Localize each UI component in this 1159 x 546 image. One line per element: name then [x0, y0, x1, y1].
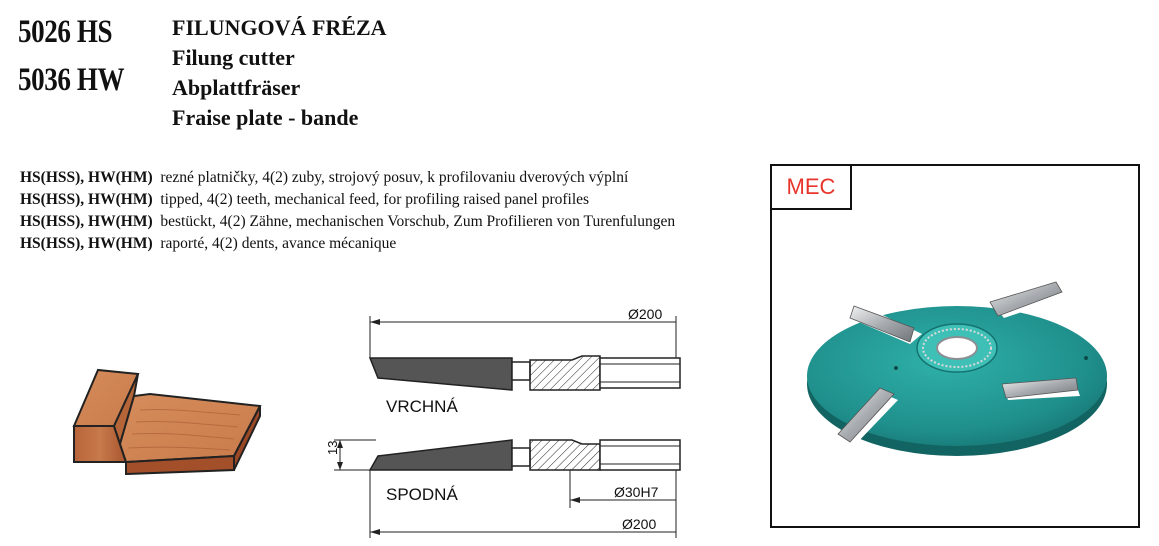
- description-label: HS(HSS), HW(HM): [20, 169, 153, 186]
- title-french: Fraise plate - bande: [172, 105, 359, 130]
- description-block: [20, 167, 740, 255]
- description-label: HS(HSS), HW(HM): [20, 191, 153, 208]
- product-photo-frame: [770, 164, 1140, 528]
- title-english: Filung cutter: [172, 45, 295, 70]
- description-line-sk: [20, 167, 740, 189]
- description-label: HS(HSS), HW(HM): [20, 235, 153, 252]
- description-line-en: [20, 189, 740, 211]
- cutter-photo: [794, 276, 1120, 476]
- label-top-profile: VRCHNÁ: [386, 397, 458, 416]
- description-line-de: [20, 211, 740, 233]
- description-line-fr: [20, 233, 740, 255]
- product-code-hw: 5036 HW: [18, 62, 125, 98]
- description-text: raporté, 4(2) dents, avance mécanique: [160, 235, 397, 252]
- dim-bore: Ø30H7: [614, 484, 659, 500]
- technical-drawing: [300, 300, 700, 540]
- description-text: bestückt, 4(2) Zähne, mechanischen Vorschub, Zum Profilieren von Turenfulungen: [160, 213, 676, 230]
- description-label: HS(HSS), HW(HM): [20, 213, 153, 230]
- dim-top-diameter: Ø200: [628, 306, 663, 322]
- description-text: tipped, 4(2) teeth, mechanical feed, for profiling raised panel profiles: [160, 191, 590, 208]
- dim-height: 13: [325, 440, 340, 455]
- dim-bottom-diameter: Ø200: [622, 516, 657, 532]
- product-code-hs: 5026 HS: [18, 14, 113, 50]
- description-text: rezné platničky, 4(2) zuby, strojový posuv, k profilovaniu dverových výplní: [160, 169, 629, 186]
- title-german: Abplattfräser: [172, 75, 301, 100]
- brand-logo: MEC: [772, 166, 852, 210]
- title-czech: FILUNGOVÁ FRÉZA: [172, 15, 387, 40]
- label-bottom-profile: SPODNÁ: [386, 485, 458, 504]
- wood-profile-illustration: [70, 360, 270, 475]
